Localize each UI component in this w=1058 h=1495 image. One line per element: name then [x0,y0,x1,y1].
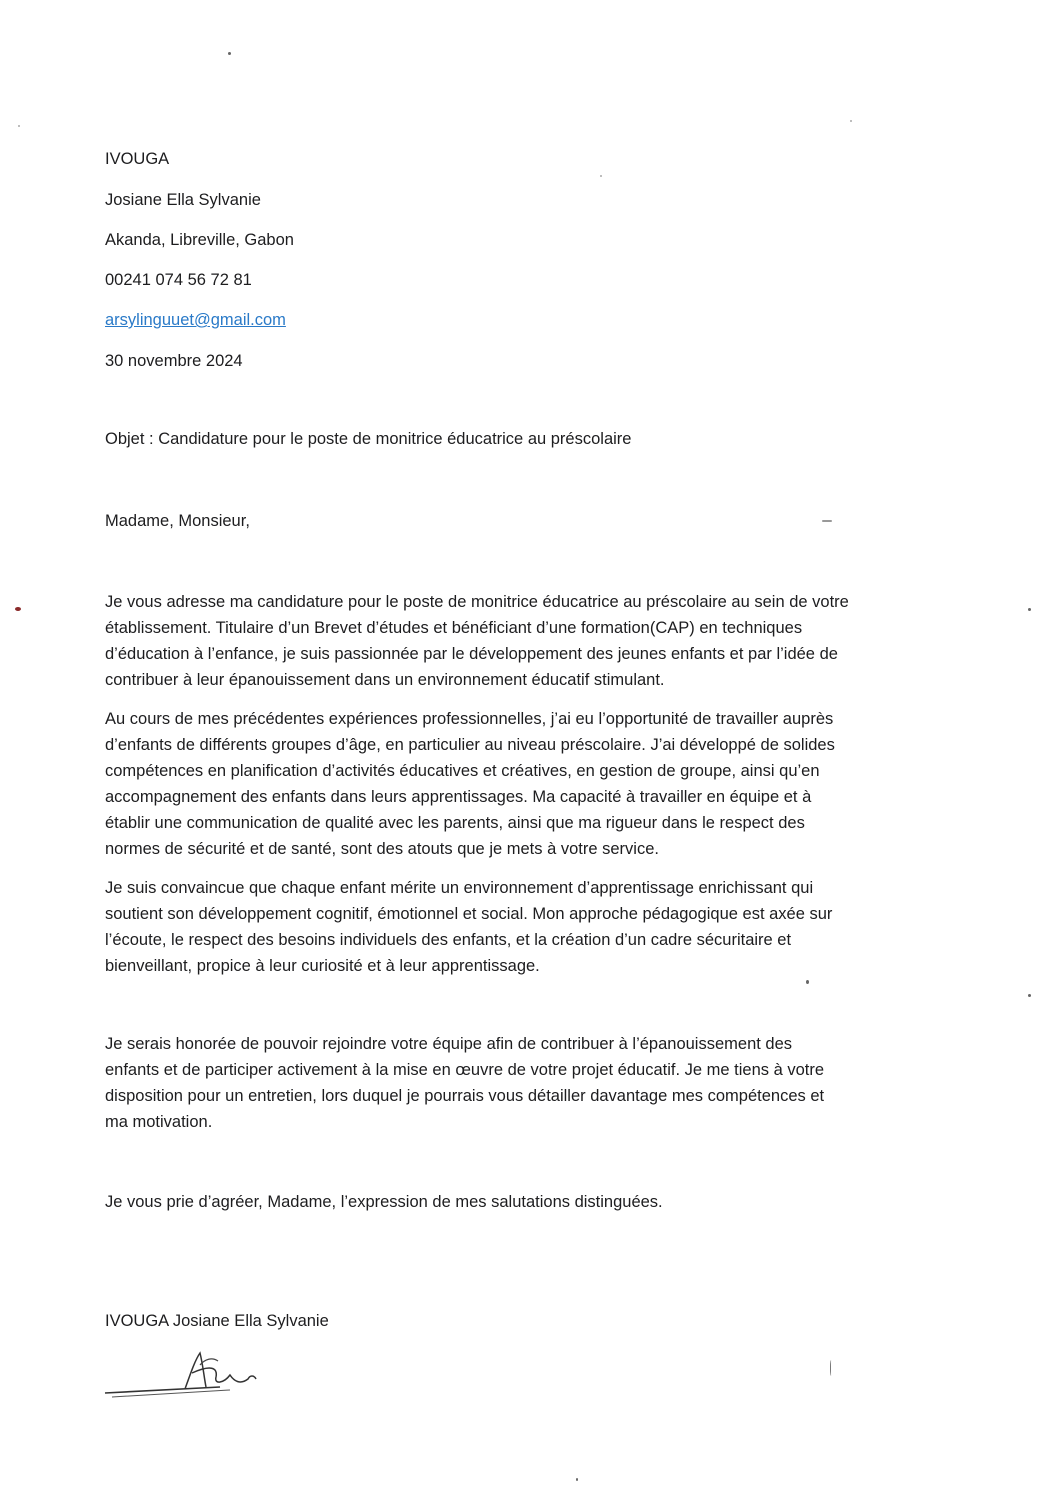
paragraph-line: ma motivation. [105,1113,213,1131]
paragraph-line: Au cours de mes précédentes expériences professionnelles, j’ai eu l’opportunité de travailler auprès [105,710,834,728]
paragraph-line: l’écoute, le respect des besoins individuels des enfants, et la création d’un cadre sécuritaire et [105,931,792,949]
handwritten-signature [100,1345,280,1410]
paragraph-line: Je vous adresse ma candidature pour le poste de monitrice éducatrice au préscolaire au sein de votre [105,593,849,611]
scan-speck [15,607,21,611]
paragraph-line: Je suis convaincue que chaque enfant mérite un environnement d’apprentissage enrichissant qui [105,879,814,897]
paragraph-line: compétences en planification d’activités éducatives et créatives, en gestion de groupe, ainsi qu’en [105,762,820,780]
sender-given-names: Josiane Ella Sylvanie [105,191,261,209]
sender-surname: IVOUGA [105,150,170,168]
scan-speck [830,1360,833,1376]
paragraph-line: établissement. Titulaire d’un Brevet d’études et bénéficiant d’une formation(CAP) en techniques [105,619,803,637]
letter-date: 30 novembre 2024 [105,352,243,370]
sender-phone: 00241 074 56 72 81 [105,271,252,289]
body-paragraph-3 [105,875,905,979]
scan-speck [576,1478,578,1481]
paragraph-line: soutient son développement cognitif, émotionnel et social. Mon approche pédagogique est axée sur [105,905,833,923]
scan-speck [1028,994,1031,997]
body-paragraph-1 [105,589,905,693]
scan-speck [18,125,20,127]
scan-speck [600,175,602,177]
salutation: Madame, Monsieur, [105,512,250,530]
signature-name: IVOUGA Josiane Ella Sylvanie [105,1312,329,1330]
paragraph-line: disposition pour un entretien, lors duquel je pourrais vous détailler davantage mes compétences et [105,1087,825,1105]
body-paragraph-2 [105,706,905,862]
paragraph-line: d’éducation à l’enfance, je suis passionnée par le développement des jeunes enfants et par l’idée de [105,645,838,663]
paragraph-line: bienveillant, propice à leur curiosité et à leur apprentissage. [105,957,540,975]
sender-address: Akanda, Libreville, Gabon [105,231,294,249]
paragraph-line: établir une communication de qualité avec les parents, ainsi que ma rigueur dans le respect des [105,814,805,832]
scan-speck [822,520,832,522]
paragraph-line: enfants et de participer activement à la mise en œuvre de votre projet éducatif. Je me tiens à votre [105,1061,825,1079]
scan-speck [850,120,852,122]
scan-speck [806,980,809,984]
paragraph-line: accompagnement des enfants dans leurs apprentissages. Ma capacité à travailler en équipe et à [105,788,812,806]
scan-speck [228,52,231,55]
body-paragraph-4 [105,1031,905,1135]
paragraph-line: Je serais honorée de pouvoir rejoindre votre équipe afin de contribuer à l’épanouissement des [105,1035,793,1053]
paragraph-line: d’enfants de différents groupes d’âge, en particulier au niveau préscolaire. J’ai développé de solides [105,736,835,754]
sender-email-link[interactable]: arsylinguuet@gmail.com [105,311,286,329]
letter-subject: Objet : Candidature pour le poste de monitrice éducatrice au préscolaire [105,430,632,448]
paragraph-line: contribuer à leur épanouissement dans un environnement éducatif stimulant. [105,671,665,689]
scan-speck [1028,608,1031,611]
paragraph-line: normes de sécurité et de santé, sont des atouts que je mets à votre service. [105,840,659,858]
closing-formula: Je vous prie d’agréer, Madame, l’expression de mes salutations distinguées. [105,1193,663,1211]
